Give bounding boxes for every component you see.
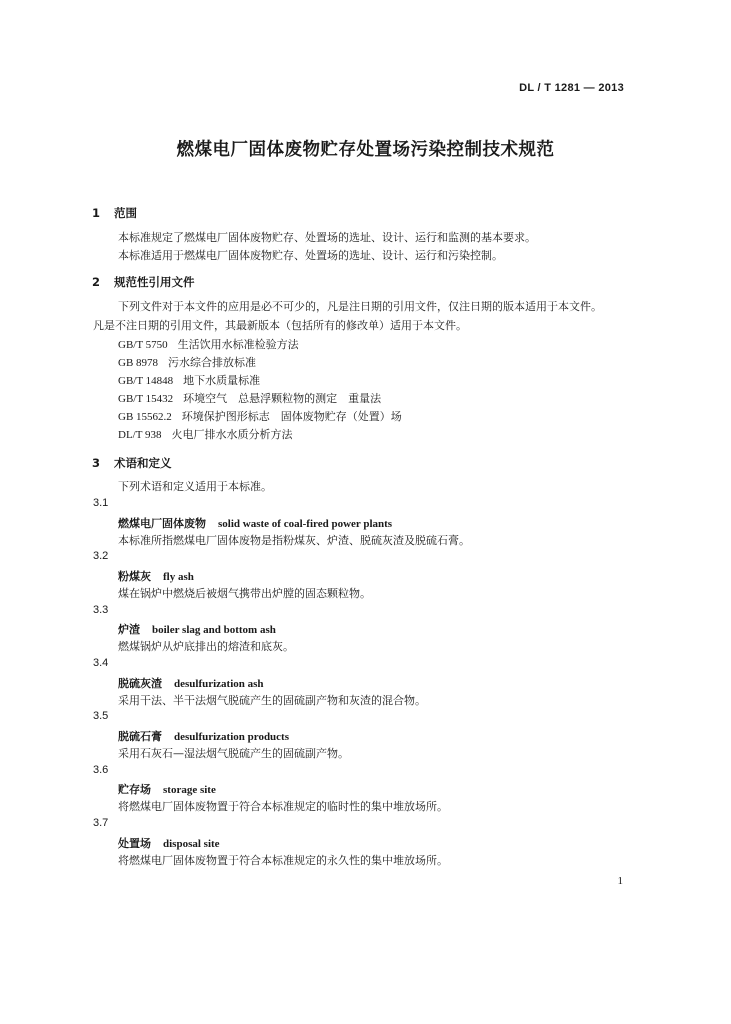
reference-code: GB/T 15432 (118, 393, 174, 405)
reference-item (118, 354, 256, 370)
term-definition: 采用干法、半干法烟气脱硫产生的固硫副产物和灰渣的混合物。 (118, 694, 426, 707)
term-number: 3.2 (93, 550, 109, 562)
reference-code: GB 15562.2 (118, 411, 172, 423)
section-1-heading (92, 205, 137, 221)
term-number: 3.4 (93, 657, 109, 669)
term-english: boiler slag and bottom ash (152, 624, 276, 636)
page-number: 1 (617, 875, 623, 887)
reference-code: DL/T 938 (118, 429, 162, 441)
term-definition: 本标准所指燃煤电厂固体废物是指粉煤灰、炉渣、脱硫灰渣及脱硫石膏。 (118, 534, 470, 547)
section-1-paragraph-1: 本标准规定了燃煤电厂固体废物贮存、处置场的选址、设计、运行和监测的基本要求。 (118, 231, 536, 244)
term-english: solid waste of coal-fired power plants (218, 518, 393, 530)
document-title: 燃煤电厂固体废物贮存处置场污染控制技术规范 (176, 140, 555, 160)
term-number: 3.1 (93, 497, 109, 509)
reference-item (118, 336, 299, 352)
reference-item (118, 426, 293, 442)
reference-code: GB/T 14848 (118, 375, 174, 387)
reference-title: 地下水质量标准 (183, 374, 261, 387)
reference-item (118, 408, 402, 424)
reference-title: 环境保护图形标志 固体废物贮存（处置）场 (181, 410, 402, 423)
section-2-heading (92, 274, 195, 290)
reference-title: 环境空气 总悬浮颗粒物的测定 重量法 (183, 392, 382, 405)
term-heading (118, 835, 220, 851)
reference-item (118, 390, 381, 406)
term-number: 3.6 (93, 764, 109, 776)
section-number: 3 (92, 456, 101, 470)
term-chinese: 脱硫石膏 (118, 730, 162, 743)
term-chinese: 贮存场 (118, 783, 151, 796)
reference-item (118, 372, 260, 388)
section-title: 规范性引用文件 (114, 275, 195, 289)
term-heading (118, 781, 216, 797)
term-heading (118, 728, 289, 744)
term-number: 3.3 (93, 604, 109, 616)
reference-title: 火电厂排水水质分析方法 (171, 428, 293, 441)
term-chinese: 粉煤灰 (118, 570, 151, 583)
section-title: 范围 (114, 206, 137, 220)
term-english: desulfurization ash (174, 678, 264, 690)
reference-title: 生活饮用水标准检验方法 (177, 338, 299, 351)
term-chinese: 炉渣 (118, 623, 140, 636)
section-3-intro: 下列术语和定义适用于本标准。 (118, 480, 272, 493)
reference-title: 污水综合排放标准 (168, 356, 257, 369)
term-number: 3.5 (93, 710, 109, 722)
term-definition: 煤在锅炉中燃烧后被烟气携带出炉膛的固态颗粒物。 (118, 587, 371, 600)
term-heading (118, 515, 392, 531)
term-definition: 将燃煤电厂固体废物置于符合本标准规定的临时性的集中堆放场所。 (118, 800, 448, 813)
standard-code: DL / T 1281 — 2013 (519, 82, 624, 94)
term-english: storage site (163, 784, 216, 796)
term-english: disposal site (163, 838, 220, 850)
term-number: 3.7 (93, 817, 109, 829)
section-number: 2 (92, 275, 101, 289)
term-definition: 燃煤锅炉从炉底排出的熔渣和底灰。 (118, 640, 294, 653)
reference-code: GB 8978 (118, 357, 159, 369)
term-heading (118, 568, 194, 584)
term-heading (118, 621, 276, 637)
term-chinese: 脱硫灰渣 (118, 677, 162, 690)
section-2-intro-line-1: 下列文件对于本文件的应用是必不可少的，凡是注日期的引用文件，仅注日期的版本适用于本文件。 (118, 300, 602, 313)
term-english: fly ash (163, 571, 194, 583)
section-3-heading (92, 455, 172, 471)
term-definition: 采用石灰石—湿法烟气脱硫产生的固硫副产物。 (118, 747, 349, 760)
term-chinese: 燃煤电厂固体废物 (118, 517, 206, 530)
section-number: 1 (92, 206, 101, 220)
section-1-paragraph-2: 本标准适用于燃煤电厂固体废物贮存、处置场的选址、设计、运行和污染控制。 (118, 249, 503, 262)
reference-code: GB/T 5750 (118, 339, 168, 351)
section-2-intro-line-2: 凡是不注日期的引用文件，其最新版本（包括所有的修改单）适用于本文件。 (93, 319, 467, 332)
term-chinese: 处置场 (118, 837, 151, 850)
term-definition: 将燃煤电厂固体废物置于符合本标准规定的永久性的集中堆放场所。 (118, 854, 448, 867)
term-english: desulfurization products (174, 731, 290, 743)
term-heading (118, 675, 264, 691)
section-title: 术语和定义 (114, 456, 172, 470)
